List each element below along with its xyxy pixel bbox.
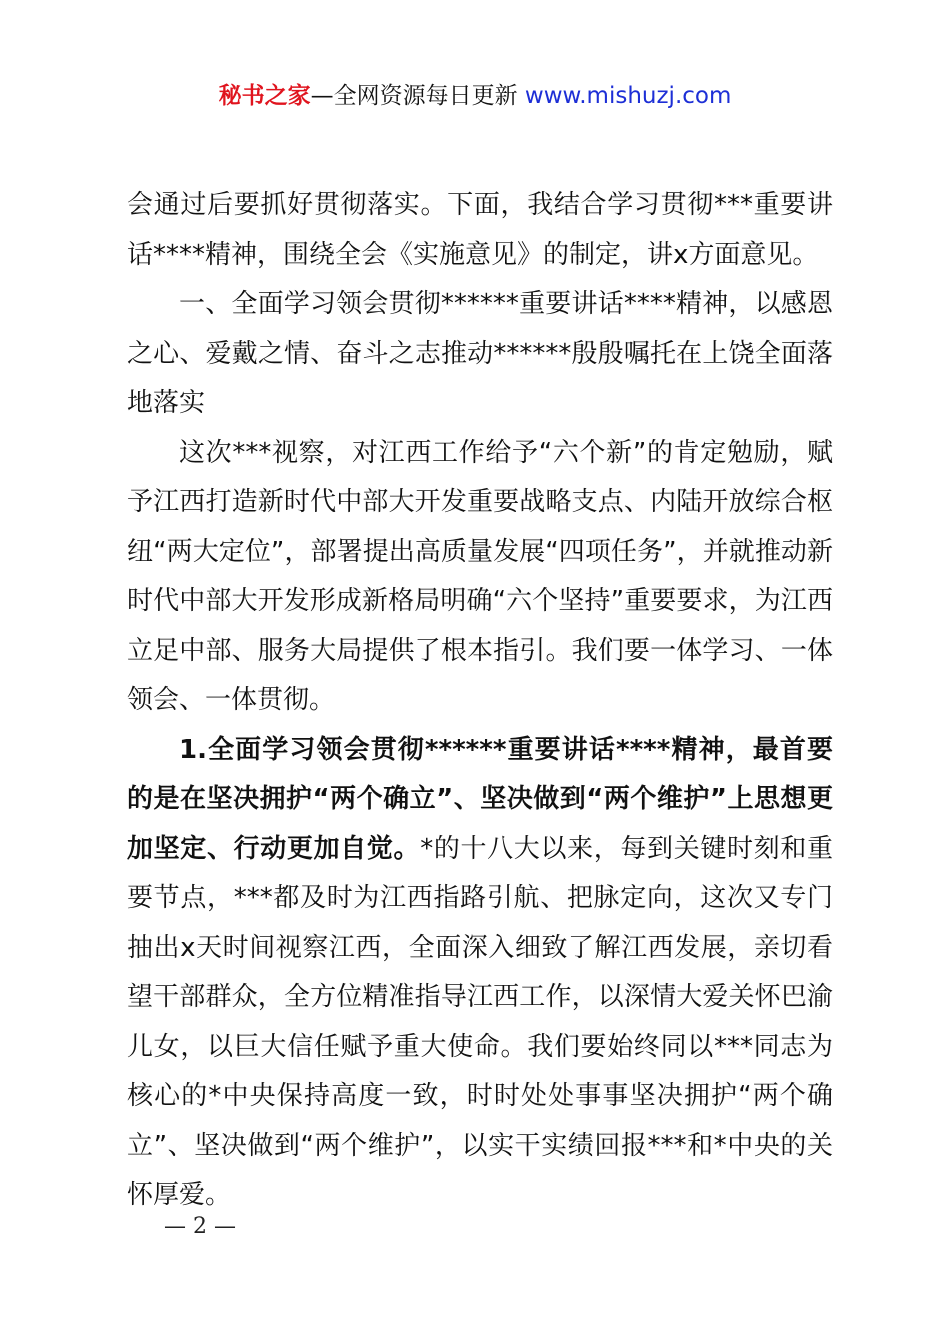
document-body [127,181,833,1221]
paragraph-point-1 [127,726,833,1221]
brand-name: 秘书之家 [218,83,311,109]
point-1-lead: 1.全面学习领会贯彻******重要讲话****精神，最首要的是在坚决拥护“两个确立”、坚决做到“两个维护”上思想更加坚定、行动更加自觉。 [127,734,833,864]
paragraph-body: 这次***视察，对江西工作给予“六个新”的肯定勉励，赋予江西打造新时代中部大开发重要战略支点、内陆开放综合枢纽“两大定位”，部署提出高质量发展“四项任务”，并就推动新时代中部大开发形成新格局明确“六个坚持”重要要求，为江西立足中部、服务大局提供了根本指引。我们要一体学习、一体领会、一体贯彻。 [127,437,833,715]
point-1-text: *的十八大以来，每到关键时刻和重要节点，***都及时为江西指路引航、把脉定向，这次又专门抽出x天时间视察江西，全面深入细致了解江西发展，亲切看望干部群众，全方位精准指导江西工作，以深情大爱关怀巴渝儿女，以巨大信任赋予重大使命。我们要始终同以***同志为核心的*中央保持高度一致，时时处处事事坚决拥护“两个确立”、坚决做到“两个维护”，以实干实绩回报***和*中央的关怀厚爱。 [127,833,833,1210]
paragraph-continuation: 会通过后要抓好贯彻落实。下面，我结合学习贯彻***重要讲话****精神，围绕全会《实施意见》的制定，讲x方面意见。 [127,190,833,270]
site-url-link[interactable]: www.mishuzj.com [524,83,732,109]
site-header [0,80,950,112]
section-heading: 一、全面学习领会贯彻******重要讲话****精神，以感恩之心、爱戴之情、奋斗之志推动******殷殷嘱托在上饶全面落地落实 [127,289,833,418]
header-tagline: —全网资源每日更新 [310,83,525,109]
page-number: — 2 — [164,1214,236,1239]
